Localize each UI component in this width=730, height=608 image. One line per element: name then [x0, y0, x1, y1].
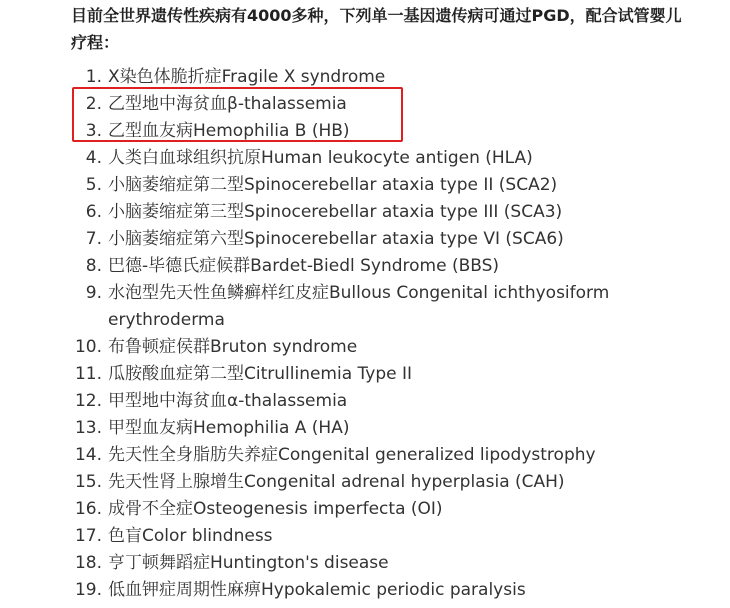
highlight-box: [72, 87, 403, 142]
list-item: [0, 334, 730, 361]
item-text: 亨丁顿舞蹈症Huntington's disease: [108, 553, 389, 573]
item-number: 18.: [74, 553, 102, 573]
list-item: [0, 145, 730, 172]
item-number: 19.: [74, 580, 102, 600]
intro-paragraph: 目前全世界遗传性疾病有4000多种，下列单一基因遗传病可通过PGD，配合试管婴儿疗程：: [71, 6, 682, 52]
item-text: 甲型血友病Hemophilia A (HA): [108, 418, 350, 438]
item-number: 5.: [85, 175, 102, 195]
item-number: 3.: [85, 121, 102, 141]
list-item: [0, 172, 730, 199]
list-item: [0, 442, 730, 469]
item-number: 2.: [85, 94, 102, 114]
list-item: [0, 388, 730, 415]
item-text: 先天性肾上腺增生Congenital adrenal hyperplasia (CAH): [108, 472, 565, 492]
item-number: 15.: [74, 472, 102, 492]
list-item: [0, 577, 730, 604]
item-number: 1.: [85, 67, 102, 87]
item-text: 乙型地中海贫血β-thalassemia: [108, 94, 347, 114]
item-number: 10.: [74, 337, 102, 357]
list-item: [0, 523, 730, 550]
item-number: 4.: [85, 148, 102, 168]
item-text: 成骨不全症Osteogenesis imperfecta (OI): [108, 499, 443, 519]
item-number: 16.: [74, 499, 102, 519]
item-number: 6.: [85, 202, 102, 222]
item-text: 布鲁顿症侯群Bruton syndrome: [108, 337, 358, 357]
item-text: 水泡型先天性鱼鳞癣样红皮症Bullous Congenital ichthyosiform erythroderma: [108, 283, 610, 330]
item-number: 11.: [74, 364, 102, 384]
list-item: [0, 361, 730, 388]
item-text: 人类白血球组织抗原Human leukocyte antigen (HLA): [108, 148, 533, 168]
item-number: 9.: [85, 283, 102, 303]
item-text: 巴德-毕德氏症候群Bardet-Biedl Syndrome (BBS): [108, 256, 500, 276]
item-text: 瓜胺酸血症第二型Citrullinemia Type II: [108, 364, 413, 384]
item-number: 12.: [74, 391, 102, 411]
item-text: 色盲Color blindness: [108, 526, 273, 546]
list-item: [0, 226, 730, 253]
item-number: 17.: [74, 526, 102, 546]
item-text: 小脑萎缩症第三型Spinocerebellar ataxia type III (SCA3): [108, 202, 563, 222]
item-number: 8.: [85, 256, 102, 276]
item-number: 7.: [85, 229, 102, 249]
item-text: 低血钾症周期性麻痹Hypokalemic periodic paralysis: [108, 580, 526, 600]
list-item: [0, 253, 730, 280]
item-number: 13.: [74, 418, 102, 438]
item-text: 甲型地中海贫血α-thalassemia: [108, 391, 348, 411]
item-number: 14.: [74, 445, 102, 465]
list-item: [0, 496, 730, 523]
list-item: [0, 415, 730, 442]
item-text: 先天性全身脂肪失养症Congenital generalized lipodystrophy: [108, 445, 596, 465]
item-text: 小脑萎缩症第二型Spinocerebellar ataxia type II (SCA2): [108, 175, 558, 195]
item-text: 乙型血友病Hemophilia B (HB): [108, 121, 350, 141]
list-item: [0, 550, 730, 577]
disease-list: [0, 64, 730, 604]
list-item: [0, 199, 730, 226]
list-item: [0, 469, 730, 496]
item-text: 小脑萎缩症第六型Spinocerebellar ataxia type VI (SCA6): [108, 229, 564, 249]
item-text: X染色体脆折症Fragile X syndrome: [108, 67, 386, 87]
list-item: [0, 280, 730, 334]
